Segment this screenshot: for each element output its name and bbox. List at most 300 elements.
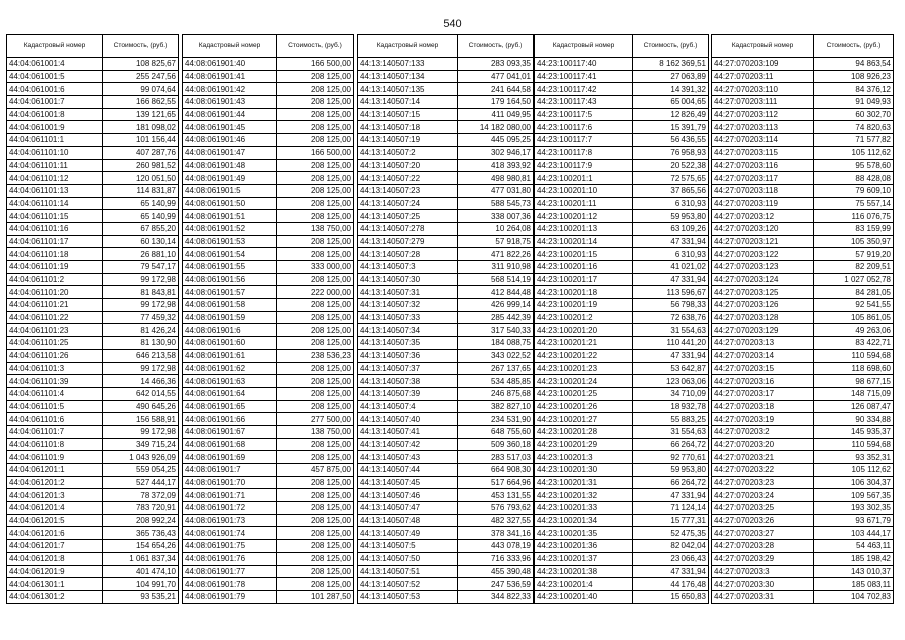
cadastral-number-cell: 44:13:140507:133 xyxy=(358,58,458,71)
cadastral-number-cell: 44:13:140507:46 xyxy=(358,489,458,502)
cost-cell: 208 125,00 xyxy=(277,248,354,261)
table-row xyxy=(358,514,534,527)
cost-cell: 81 843,81 xyxy=(103,286,179,299)
table-row xyxy=(183,400,354,413)
cost-cell: 247 536,59 xyxy=(458,578,534,591)
cost-cell: 65 140,99 xyxy=(103,197,179,210)
table-row xyxy=(183,311,354,324)
cost-cell: 110 594,68 xyxy=(814,438,894,451)
cadastral-number-cell: 44:04:061201:8 xyxy=(7,552,103,565)
cost-cell: 208 125,00 xyxy=(277,311,354,324)
cadastral-number-cell: 44:23:100201:38 xyxy=(535,565,633,578)
cost-cell: 66 264,72 xyxy=(633,438,709,451)
table-row xyxy=(535,451,709,464)
cost-cell: 498 980,81 xyxy=(458,172,534,185)
cadastral-number-cell: 44:13:140507:2 xyxy=(358,146,458,159)
cost-cell: 105 861,05 xyxy=(814,311,894,324)
table-row xyxy=(7,565,179,578)
table-row xyxy=(7,222,179,235)
cadastral-number-cell: 44:27:070203:21 xyxy=(712,451,814,464)
cost-cell: 222 000,00 xyxy=(277,286,354,299)
table-row xyxy=(358,96,534,109)
cadastral-number-cell: 44:13:140507:44 xyxy=(358,464,458,477)
cost-cell: 66 264,72 xyxy=(633,476,709,489)
table-row xyxy=(358,387,534,400)
cadastral-number-cell: 44:27:070203:128 xyxy=(712,311,814,324)
cost-cell: 56 436,55 xyxy=(633,134,709,147)
cadastral-number-cell: 44:13:140507:37 xyxy=(358,362,458,375)
table-row xyxy=(7,58,179,71)
table-row xyxy=(358,261,534,274)
cadastral-number-cell: 44:08:061901:76 xyxy=(183,552,277,565)
cadastral-number-cell: 44:27:070203:2 xyxy=(712,425,814,438)
table-row xyxy=(712,159,894,172)
table-row xyxy=(7,464,179,477)
cost-cell: 91 049,93 xyxy=(814,96,894,109)
table-row xyxy=(712,96,894,109)
cadastral-number-cell: 44:13:140507:32 xyxy=(358,299,458,312)
cadastral-number-cell: 44:04:061001:4 xyxy=(7,58,103,71)
cadastral-number-cell: 44:08:061901:62 xyxy=(183,362,277,375)
cadastral-number-cell: 44:04:061101:12 xyxy=(7,172,103,185)
table-row xyxy=(7,425,179,438)
cost-cell: 118 698,60 xyxy=(814,362,894,375)
cadastral-number-cell: 44:27:070203:22 xyxy=(712,464,814,477)
table-row xyxy=(358,451,534,464)
table-row xyxy=(7,121,179,134)
table-row xyxy=(183,476,354,489)
cadastral-number-cell: 44:27:070203:110 xyxy=(712,83,814,96)
cadastral-number-cell: 44:08:061901:56 xyxy=(183,273,277,286)
cadastral-number-cell: 44:04:061201:3 xyxy=(7,489,103,502)
table-row xyxy=(358,502,534,515)
cost-cell: 588 545,73 xyxy=(458,197,534,210)
cost-cell: 418 393,92 xyxy=(458,159,534,172)
cost-cell: 283 517,03 xyxy=(458,451,534,464)
cost-cell: 445 095,25 xyxy=(458,134,534,147)
cadastral-number-cell: 44:23:100201:12 xyxy=(535,210,633,223)
header-cadastral-number: Кадастровый номер xyxy=(535,35,633,58)
cost-cell: 471 822,26 xyxy=(458,248,534,261)
table-row xyxy=(183,58,354,71)
table-row xyxy=(7,590,179,603)
table-row xyxy=(535,552,709,565)
cost-cell: 101 156,44 xyxy=(103,134,179,147)
cost-cell: 99 172,98 xyxy=(103,299,179,312)
table-row xyxy=(183,387,354,400)
cadastral-number-cell: 44:23:100201:21 xyxy=(535,337,633,350)
cadastral-number-cell: 44:04:061101:17 xyxy=(7,235,103,248)
cost-cell: 208 992,24 xyxy=(103,514,179,527)
cost-cell: 208 125,00 xyxy=(277,362,354,375)
cost-cell: 443 078,19 xyxy=(458,540,534,553)
cost-cell: 208 125,00 xyxy=(277,375,354,388)
table-row xyxy=(712,108,894,121)
cadastral-number-cell: 44:23:100201:34 xyxy=(535,514,633,527)
cadastral-number-cell: 44:04:061101:1 xyxy=(7,134,103,147)
table-row xyxy=(535,514,709,527)
cost-cell: 208 125,00 xyxy=(277,184,354,197)
cost-cell: 67 855,20 xyxy=(103,222,179,235)
table-row xyxy=(7,552,179,565)
cadastral-number-cell: 44:08:061901:72 xyxy=(183,502,277,515)
table-row xyxy=(7,159,179,172)
cost-cell: 343 022,52 xyxy=(458,349,534,362)
cost-cell: 105 112,62 xyxy=(814,146,894,159)
table-row xyxy=(712,349,894,362)
table-row xyxy=(712,527,894,540)
cadastral-number-cell: 44:04:061101:4 xyxy=(7,387,103,400)
table-row xyxy=(712,413,894,426)
table-row xyxy=(183,590,354,603)
cadastral-number-cell: 44:23:100201:23 xyxy=(535,362,633,375)
cadastral-number-cell: 44:13:140507:33 xyxy=(358,311,458,324)
cost-cell: 138 750,00 xyxy=(277,222,354,235)
table-row xyxy=(7,146,179,159)
cost-cell: 154 654,26 xyxy=(103,540,179,553)
cost-cell: 57 919,20 xyxy=(814,248,894,261)
cadastral-number-cell: 44:13:140507:23 xyxy=(358,184,458,197)
table-row xyxy=(7,172,179,185)
cadastral-number-cell: 44:04:061201:1 xyxy=(7,464,103,477)
cadastral-number-cell: 44:27:070203:19 xyxy=(712,413,814,426)
cost-cell: 52 475,35 xyxy=(633,527,709,540)
cadastral-number-cell: 44:23:100201:26 xyxy=(535,400,633,413)
table-row xyxy=(183,273,354,286)
cadastral-number-cell: 44:23:100201:28 xyxy=(535,425,633,438)
table-row xyxy=(358,425,534,438)
table-row xyxy=(535,337,709,350)
cost-cell: 267 137,65 xyxy=(458,362,534,375)
cadastral-number-cell: 44:23:100201:25 xyxy=(535,387,633,400)
table-row xyxy=(183,197,354,210)
cost-cell: 648 755,60 xyxy=(458,425,534,438)
table-row xyxy=(358,172,534,185)
cadastral-number-cell: 44:13:140507:22 xyxy=(358,172,458,185)
cadastral-number-cell: 44:08:061901:61 xyxy=(183,349,277,362)
cadastral-number-cell: 44:23:100201:40 xyxy=(535,590,633,603)
table-row xyxy=(7,540,179,553)
cost-cell: 255 247,56 xyxy=(103,70,179,83)
cadastral-number-cell: 44:27:070203:23 xyxy=(712,476,814,489)
cost-cell: 84 281,05 xyxy=(814,286,894,299)
cadastral-number-cell: 44:08:061901:52 xyxy=(183,222,277,235)
table-row xyxy=(712,83,894,96)
cadastral-number-cell: 44:08:061901:59 xyxy=(183,311,277,324)
cadastral-number-cell: 44:27:070203:24 xyxy=(712,489,814,502)
cost-cell: 208 125,00 xyxy=(277,210,354,223)
cost-cell: 81 426,24 xyxy=(103,324,179,337)
cadastral-number-cell: 44:27:070203:114 xyxy=(712,134,814,147)
cadastral-number-cell: 44:13:140507:49 xyxy=(358,527,458,540)
table-row xyxy=(7,451,179,464)
cost-cell: 208 125,00 xyxy=(277,96,354,109)
table-row xyxy=(358,159,534,172)
table-row xyxy=(183,248,354,261)
table-row xyxy=(535,210,709,223)
table-row xyxy=(358,413,534,426)
table-row xyxy=(183,286,354,299)
table-row xyxy=(712,58,894,71)
cadastral-number-cell: 44:08:061901:51 xyxy=(183,210,277,223)
cadastral-number-cell: 44:04:061101:16 xyxy=(7,222,103,235)
cadastral-number-cell: 44:13:140507:53 xyxy=(358,590,458,603)
cadastral-number-cell: 44:23:100201:27 xyxy=(535,413,633,426)
table-row xyxy=(7,337,179,350)
cost-cell: 181 098,02 xyxy=(103,121,179,134)
cadastral-number-cell: 44:27:070203:26 xyxy=(712,514,814,527)
table-row xyxy=(7,273,179,286)
table-row xyxy=(712,387,894,400)
cadastral-number-cell: 44:04:061201:2 xyxy=(7,476,103,489)
table-row xyxy=(358,235,534,248)
cost-cell: 82 042,04 xyxy=(633,540,709,553)
cost-cell: 401 474,10 xyxy=(103,565,179,578)
cost-cell: 56 798,33 xyxy=(633,299,709,312)
table-row xyxy=(535,540,709,553)
table-row xyxy=(183,172,354,185)
table-row xyxy=(535,489,709,502)
table-row xyxy=(7,299,179,312)
table-row xyxy=(712,337,894,350)
cadastral-number-cell: 44:08:061901:60 xyxy=(183,337,277,350)
cost-cell: 79 547,17 xyxy=(103,261,179,274)
table-row xyxy=(358,83,534,96)
cadastral-number-cell: 44:13:140507:14 xyxy=(358,96,458,109)
cost-cell: 349 715,24 xyxy=(103,438,179,451)
cost-cell: 166 500,00 xyxy=(277,146,354,159)
table-row xyxy=(7,400,179,413)
cadastral-number-cell: 44:04:061301:2 xyxy=(7,590,103,603)
table-row xyxy=(535,134,709,147)
cost-cell: 47 331,94 xyxy=(633,565,709,578)
table-row xyxy=(358,349,534,362)
cadastral-number-cell: 44:08:061901:49 xyxy=(183,172,277,185)
cadastral-number-cell: 44:27:070203:115 xyxy=(712,146,814,159)
cadastral-number-cell: 44:08:061901:68 xyxy=(183,438,277,451)
cadastral-number-cell: 44:27:070203:125 xyxy=(712,286,814,299)
table-row xyxy=(7,349,179,362)
cost-cell: 143 010,37 xyxy=(814,565,894,578)
table-row xyxy=(183,108,354,121)
cadastral-number-cell: 44:04:061101:23 xyxy=(7,324,103,337)
cost-cell: 208 125,00 xyxy=(277,108,354,121)
cadastral-number-cell: 44:04:061201:9 xyxy=(7,565,103,578)
cadastral-number-cell: 44:13:140507:19 xyxy=(358,134,458,147)
cost-cell: 27 063,89 xyxy=(633,70,709,83)
cadastral-number-cell: 44:04:061101:11 xyxy=(7,159,103,172)
table-row xyxy=(535,578,709,591)
table-row xyxy=(712,451,894,464)
cost-cell: 185 198,42 xyxy=(814,552,894,565)
cadastral-number-cell: 44:23:100201:20 xyxy=(535,324,633,337)
cadastral-number-cell: 44:23:100117:43 xyxy=(535,96,633,109)
cost-cell: 664 908,30 xyxy=(458,464,534,477)
cost-cell: 333 000,00 xyxy=(277,261,354,274)
cadastral-number-cell: 44:27:070203:118 xyxy=(712,184,814,197)
table-row xyxy=(535,413,709,426)
cadastral-number-cell: 44:13:140507:48 xyxy=(358,514,458,527)
cadastral-number-cell: 44:27:070203:129 xyxy=(712,324,814,337)
cadastral-number-cell: 44:13:140507:45 xyxy=(358,476,458,489)
table-header-row xyxy=(358,35,534,58)
cadastral-number-cell: 44:13:140507:279 xyxy=(358,235,458,248)
cost-cell: 104 702,83 xyxy=(814,590,894,603)
table-row xyxy=(358,337,534,350)
cadastral-number-cell: 44:27:070203:15 xyxy=(712,362,814,375)
cost-cell: 54 463,11 xyxy=(814,540,894,553)
table-row xyxy=(358,578,534,591)
table-row xyxy=(7,438,179,451)
cost-cell: 47 331,94 xyxy=(633,489,709,502)
cost-cell: 1 027 052,78 xyxy=(814,273,894,286)
cost-cell: 426 999,14 xyxy=(458,299,534,312)
table-row xyxy=(712,286,894,299)
cost-cell: 108 825,67 xyxy=(103,58,179,71)
cost-cell: 59 953,80 xyxy=(633,210,709,223)
table-row xyxy=(183,464,354,477)
cost-cell: 88 428,08 xyxy=(814,172,894,185)
table-row xyxy=(358,438,534,451)
cost-cell: 10 264,08 xyxy=(458,222,534,235)
table-row xyxy=(712,514,894,527)
cost-cell: 99 074,64 xyxy=(103,83,179,96)
table-row xyxy=(535,273,709,286)
cost-cell: 477 031,80 xyxy=(458,184,534,197)
cadastral-number-cell: 44:23:100201:4 xyxy=(535,578,633,591)
table-row xyxy=(183,502,354,515)
cadastral-number-cell: 44:13:140507:47 xyxy=(358,502,458,515)
cadastral-number-cell: 44:13:140507:3 xyxy=(358,261,458,274)
cost-cell: 14 391,32 xyxy=(633,83,709,96)
cadastral-number-cell: 44:13:140507:42 xyxy=(358,438,458,451)
cadastral-number-cell: 44:04:061001:7 xyxy=(7,96,103,109)
cadastral-number-cell: 44:08:061901:55 xyxy=(183,261,277,274)
cadastral-number-cell: 44:27:070203:121 xyxy=(712,235,814,248)
cost-cell: 83 422,71 xyxy=(814,337,894,350)
cadastral-number-cell: 44:04:061201:5 xyxy=(7,514,103,527)
cadastral-number-cell: 44:27:070203:16 xyxy=(712,375,814,388)
cost-cell: 98 677,15 xyxy=(814,375,894,388)
cost-cell: 49 263,06 xyxy=(814,324,894,337)
table-row xyxy=(535,159,709,172)
cost-cell: 94 863,54 xyxy=(814,58,894,71)
cadastral-number-cell: 44:27:070203:13 xyxy=(712,337,814,350)
cadastral-table xyxy=(182,34,354,604)
cost-cell: 75 557,14 xyxy=(814,197,894,210)
cadastral-number-cell: 44:13:140507:52 xyxy=(358,578,458,591)
cadastral-number-cell: 44:23:100201:2 xyxy=(535,311,633,324)
cost-cell: 156 588,91 xyxy=(103,413,179,426)
table-row xyxy=(183,565,354,578)
cost-cell: 234 531,90 xyxy=(458,413,534,426)
table-row xyxy=(712,197,894,210)
cost-cell: 59 953,80 xyxy=(633,464,709,477)
cadastral-number-cell: 44:04:061201:7 xyxy=(7,540,103,553)
cadastral-number-cell: 44:23:100201:14 xyxy=(535,235,633,248)
table-row xyxy=(183,83,354,96)
cost-cell: 44 176,48 xyxy=(633,578,709,591)
cadastral-number-cell: 44:27:070203:12 xyxy=(712,210,814,223)
cost-cell: 246 875,68 xyxy=(458,387,534,400)
cost-cell: 208 125,00 xyxy=(277,134,354,147)
cadastral-number-cell: 44:13:140507:135 xyxy=(358,83,458,96)
table-row xyxy=(535,502,709,515)
cadastral-table xyxy=(6,34,179,604)
table-row xyxy=(183,70,354,83)
table-row xyxy=(358,362,534,375)
cost-cell: 208 125,00 xyxy=(277,540,354,553)
table-row xyxy=(183,184,354,197)
cadastral-number-cell: 44:13:140507:39 xyxy=(358,387,458,400)
cadastral-number-cell: 44:04:061101:20 xyxy=(7,286,103,299)
table-row xyxy=(535,172,709,185)
cost-cell: 208 125,00 xyxy=(277,476,354,489)
table-row xyxy=(358,324,534,337)
cost-cell: 490 645,26 xyxy=(103,400,179,413)
table-row xyxy=(712,540,894,553)
table-row xyxy=(183,540,354,553)
cadastral-number-cell: 44:27:070203:17 xyxy=(712,387,814,400)
cadastral-number-cell: 44:04:061101:8 xyxy=(7,438,103,451)
cost-cell: 114 831,87 xyxy=(103,184,179,197)
cost-cell: 71 124,14 xyxy=(633,502,709,515)
cadastral-number-cell: 44:08:061901:43 xyxy=(183,96,277,109)
header-cost: Стоимость, (руб.) xyxy=(814,35,894,58)
cost-cell: 72 575,65 xyxy=(633,172,709,185)
cost-cell: 99 172,98 xyxy=(103,273,179,286)
cadastral-number-cell: 44:23:100117:6 xyxy=(535,121,633,134)
cost-cell: 534 485,85 xyxy=(458,375,534,388)
cost-cell: 208 125,00 xyxy=(277,438,354,451)
cadastral-number-cell: 44:13:140507:36 xyxy=(358,349,458,362)
cadastral-number-cell: 44:13:140507:38 xyxy=(358,375,458,388)
cost-cell: 113 596,67 xyxy=(633,286,709,299)
cost-cell: 74 820,63 xyxy=(814,121,894,134)
table-row xyxy=(535,197,709,210)
cost-cell: 81 130,90 xyxy=(103,337,179,350)
cadastral-number-cell: 44:23:100201:1 xyxy=(535,172,633,185)
table-row xyxy=(535,83,709,96)
table-row xyxy=(358,286,534,299)
cost-cell: 55 883,25 xyxy=(633,413,709,426)
cadastral-number-cell: 44:23:100117:40 xyxy=(535,58,633,71)
cadastral-number-cell: 44:23:100117:8 xyxy=(535,146,633,159)
cost-cell: 411 049,95 xyxy=(458,108,534,121)
cadastral-number-cell: 44:27:070203:124 xyxy=(712,273,814,286)
table-row xyxy=(712,299,894,312)
cost-cell: 108 926,23 xyxy=(814,70,894,83)
cadastral-number-cell: 44:23:100201:24 xyxy=(535,375,633,388)
cadastral-number-cell: 44:08:061901:53 xyxy=(183,235,277,248)
cadastral-number-cell: 44:08:061901:73 xyxy=(183,514,277,527)
table-row xyxy=(712,590,894,603)
cost-cell: 8 162 369,51 xyxy=(633,58,709,71)
table-row xyxy=(358,222,534,235)
cost-cell: 208 125,00 xyxy=(277,578,354,591)
cadastral-number-cell: 44:13:140507:25 xyxy=(358,210,458,223)
cadastral-number-cell: 44:08:061901:7 xyxy=(183,464,277,477)
cadastral-number-cell: 44:08:061901:69 xyxy=(183,451,277,464)
cost-cell: 716 333,96 xyxy=(458,552,534,565)
cost-cell: 120 051,50 xyxy=(103,172,179,185)
cadastral-number-cell: 44:23:100201:30 xyxy=(535,464,633,477)
table-row xyxy=(183,349,354,362)
table-row xyxy=(183,146,354,159)
table-row xyxy=(7,184,179,197)
table-row xyxy=(712,222,894,235)
cadastral-number-cell: 44:04:061001:9 xyxy=(7,121,103,134)
